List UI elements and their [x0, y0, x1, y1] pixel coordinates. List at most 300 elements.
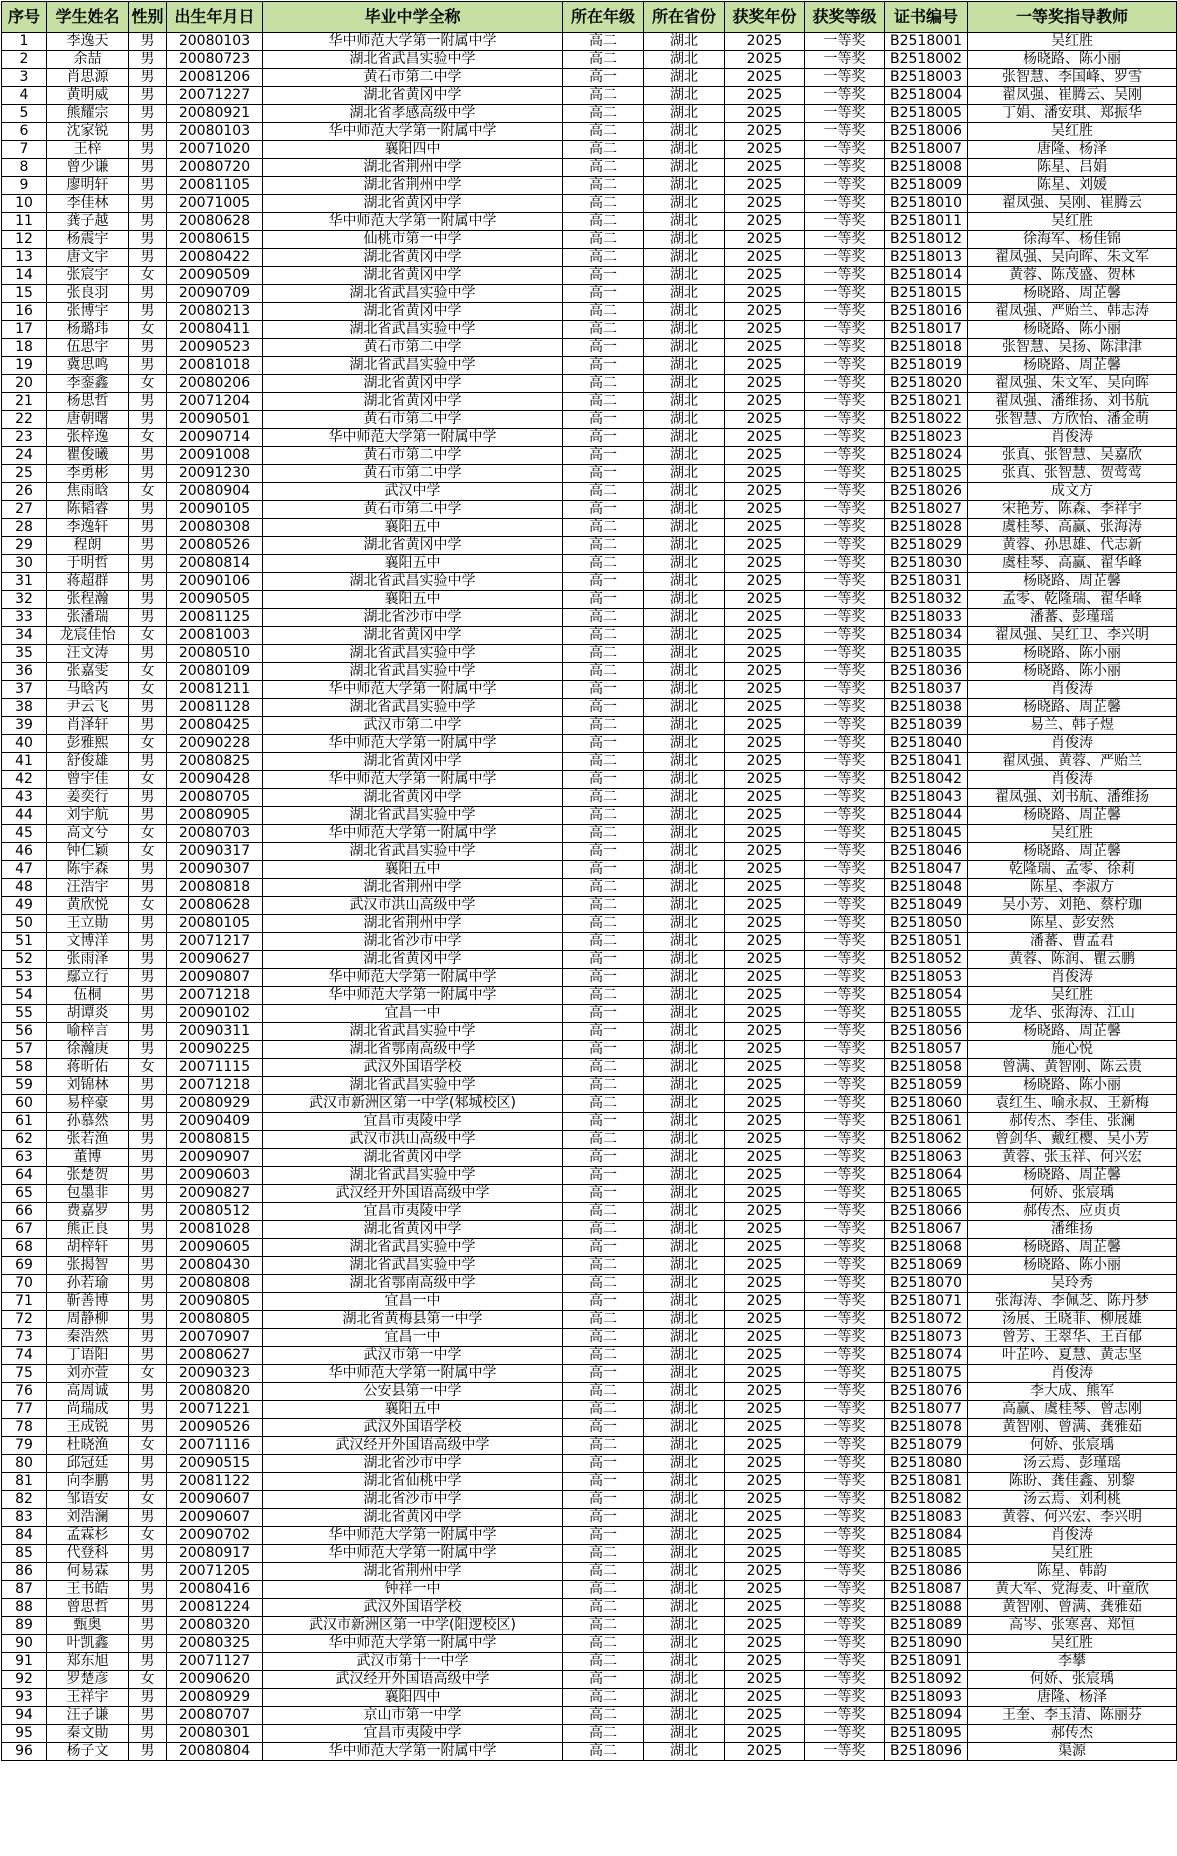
table-cell[interactable]: 一等奖 [805, 663, 885, 681]
table-cell[interactable]: 肖俊涛 [968, 969, 1177, 987]
table-cell[interactable]: 邹语安 [47, 1491, 129, 1509]
table-cell[interactable]: 高一 [563, 429, 644, 447]
table-cell[interactable]: 湖北 [644, 1203, 725, 1221]
table-cell[interactable]: 一等奖 [805, 447, 885, 465]
table-cell[interactable]: 3 [2, 69, 47, 87]
table-cell[interactable]: 2025 [725, 1725, 805, 1743]
table-cell[interactable]: 2025 [725, 1293, 805, 1311]
table-cell[interactable]: 渠源 [968, 1743, 1177, 1761]
table-cell[interactable]: 20080929 [167, 1689, 263, 1707]
table-cell[interactable]: 86 [2, 1563, 47, 1581]
table-cell[interactable]: 湖北省武昌实验中学 [263, 1239, 563, 1257]
table-cell[interactable]: 一等奖 [805, 825, 885, 843]
table-cell[interactable]: 男 [129, 1635, 167, 1653]
table-cell[interactable]: 湖北省武昌实验中学 [263, 699, 563, 717]
column-header[interactable]: 学生姓名 [47, 2, 129, 33]
table-cell[interactable]: 黄蓉、陈润、瞿云鹏 [968, 951, 1177, 969]
table-cell[interactable]: 男 [129, 357, 167, 375]
table-cell[interactable]: 一等奖 [805, 861, 885, 879]
table-cell[interactable]: 2025 [725, 843, 805, 861]
table-cell[interactable]: 2025 [725, 141, 805, 159]
table-cell[interactable]: 61 [2, 1113, 47, 1131]
table-cell[interactable]: B2518051 [885, 933, 968, 951]
table-cell[interactable]: 男 [129, 537, 167, 555]
table-cell[interactable]: B2518006 [885, 123, 968, 141]
table-cell[interactable]: 华中师范大学第一附属中学 [263, 213, 563, 231]
table-cell[interactable]: 74 [2, 1347, 47, 1365]
table-cell[interactable]: 20080723 [167, 51, 263, 69]
table-cell[interactable]: 高一 [563, 681, 644, 699]
table-cell[interactable]: 4 [2, 87, 47, 105]
table-cell[interactable]: 孙慕然 [47, 1113, 129, 1131]
table-cell[interactable]: 吴红胜 [968, 987, 1177, 1005]
table-cell[interactable]: 高二 [563, 609, 644, 627]
table-cell[interactable]: 20090105 [167, 501, 263, 519]
table-cell[interactable]: 20090515 [167, 1455, 263, 1473]
table-cell[interactable]: B2518050 [885, 915, 968, 933]
table-cell[interactable]: 王奎、李玉清、陈丽芬 [968, 1707, 1177, 1725]
table-cell[interactable]: 翟凤强、吴红卫、李兴明 [968, 627, 1177, 645]
table-cell[interactable]: 郑东旭 [47, 1653, 129, 1671]
table-cell[interactable]: 高一 [563, 969, 644, 987]
table-cell[interactable]: 湖北省武昌实验中学 [263, 357, 563, 375]
table-cell[interactable]: 武汉经开外国语高级中学 [263, 1185, 563, 1203]
table-cell[interactable]: B2518049 [885, 897, 968, 915]
table-cell[interactable]: 20090428 [167, 771, 263, 789]
table-cell[interactable]: 高二 [563, 555, 644, 573]
table-cell[interactable]: 20071020 [167, 141, 263, 159]
table-cell[interactable]: 20080615 [167, 231, 263, 249]
table-cell[interactable]: 高一 [563, 69, 644, 87]
table-cell[interactable]: 一等奖 [805, 483, 885, 501]
table-cell[interactable]: 张若渔 [47, 1131, 129, 1149]
table-cell[interactable]: 高二 [563, 897, 644, 915]
table-cell[interactable]: B2518025 [885, 465, 968, 483]
table-cell[interactable]: 湖北 [644, 1743, 725, 1761]
table-cell[interactable]: 高一 [563, 267, 644, 285]
table-cell[interactable]: B2518079 [885, 1437, 968, 1455]
table-cell[interactable]: 钟仁颖 [47, 843, 129, 861]
table-cell[interactable]: 12 [2, 231, 47, 249]
table-cell[interactable]: 杨璐玮 [47, 321, 129, 339]
table-cell[interactable]: 杨晓路、周芷馨 [968, 699, 1177, 717]
table-cell[interactable]: 华中师范大学第一附属中学 [263, 123, 563, 141]
table-cell[interactable]: 20090323 [167, 1365, 263, 1383]
table-cell[interactable]: 2025 [725, 1545, 805, 1563]
table-cell[interactable]: B2518058 [885, 1059, 968, 1077]
table-cell[interactable]: 一等奖 [805, 357, 885, 375]
table-cell[interactable]: 一等奖 [805, 1617, 885, 1635]
table-cell[interactable]: 湖北省黄冈中学 [263, 627, 563, 645]
table-cell[interactable]: 郝传杰 [968, 1725, 1177, 1743]
table-cell[interactable]: 65 [2, 1185, 47, 1203]
table-cell[interactable]: 湖北省孝感高级中学 [263, 105, 563, 123]
table-cell[interactable]: B2518071 [885, 1293, 968, 1311]
table-cell[interactable]: 20080103 [167, 123, 263, 141]
table-cell[interactable]: 高二 [563, 249, 644, 267]
table-cell[interactable]: 一等奖 [805, 411, 885, 429]
table-cell[interactable]: 2025 [725, 1671, 805, 1689]
table-cell[interactable]: 一等奖 [805, 1455, 885, 1473]
table-cell[interactable]: 2025 [725, 159, 805, 177]
table-cell[interactable]: 湖北 [644, 699, 725, 717]
table-cell[interactable]: 宜昌一中 [263, 1005, 563, 1023]
table-cell[interactable]: 一等奖 [805, 159, 885, 177]
table-cell[interactable]: 湖北 [644, 1167, 725, 1185]
table-cell[interactable]: 2025 [725, 213, 805, 231]
table-cell[interactable]: 湖北省黄冈中学 [263, 537, 563, 555]
table-cell[interactable]: 湖北省黄梅县第一中学 [263, 1311, 563, 1329]
table-cell[interactable]: 叶凯鑫 [47, 1635, 129, 1653]
table-cell[interactable]: 高二 [563, 717, 644, 735]
table-cell[interactable]: 尹云飞 [47, 699, 129, 717]
table-cell[interactable]: 高二 [563, 663, 644, 681]
table-cell[interactable]: 湖北 [644, 285, 725, 303]
table-cell[interactable]: 高二 [563, 1221, 644, 1239]
table-cell[interactable]: 20090607 [167, 1509, 263, 1527]
table-cell[interactable]: 20080815 [167, 1131, 263, 1149]
table-cell[interactable]: 高一 [563, 951, 644, 969]
table-cell[interactable]: 80 [2, 1455, 47, 1473]
column-header[interactable]: 所在年级 [563, 2, 644, 33]
table-cell[interactable]: 高二 [563, 105, 644, 123]
table-cell[interactable]: 20080512 [167, 1203, 263, 1221]
table-cell[interactable]: B2518090 [885, 1635, 968, 1653]
table-cell[interactable]: 丁娟、潘安琪、郑振华 [968, 105, 1177, 123]
table-cell[interactable]: 曾芳、王翠华、王百郁 [968, 1329, 1177, 1347]
table-cell[interactable]: 2025 [725, 1365, 805, 1383]
table-cell[interactable]: 肖俊涛 [968, 735, 1177, 753]
table-cell[interactable]: 翟凤强、严贻兰、韩志涛 [968, 303, 1177, 321]
table-cell[interactable]: 43 [2, 789, 47, 807]
table-cell[interactable]: B2518042 [885, 771, 968, 789]
table-cell[interactable]: 肖俊涛 [968, 681, 1177, 699]
table-cell[interactable]: 张良羽 [47, 285, 129, 303]
table-cell[interactable]: 20080921 [167, 105, 263, 123]
table-cell[interactable]: 高二 [563, 1707, 644, 1725]
table-cell[interactable]: 男 [129, 519, 167, 537]
column-header[interactable]: 一等奖指导教师 [968, 2, 1177, 33]
table-cell[interactable]: 高二 [563, 177, 644, 195]
table-cell[interactable]: 一等奖 [805, 591, 885, 609]
table-cell[interactable]: 宜昌一中 [263, 1329, 563, 1347]
table-cell[interactable]: 20 [2, 375, 47, 393]
table-cell[interactable]: 28 [2, 519, 47, 537]
table-cell[interactable]: 湖北 [644, 807, 725, 825]
table-cell[interactable]: 22 [2, 411, 47, 429]
table-cell[interactable]: 男 [129, 699, 167, 717]
table-cell[interactable]: 黄蓉、何兴宏、李兴明 [968, 1509, 1177, 1527]
table-cell[interactable]: 2025 [725, 375, 805, 393]
table-cell[interactable]: 襄阳四中 [263, 1689, 563, 1707]
table-cell[interactable]: 男 [129, 1329, 167, 1347]
table-cell[interactable]: 李大成、熊军 [968, 1383, 1177, 1401]
table-cell[interactable]: 陈星、吕娟 [968, 159, 1177, 177]
table-cell[interactable]: 潘蕃、彭瑾瑶 [968, 609, 1177, 627]
table-cell[interactable]: 2025 [725, 1455, 805, 1473]
table-cell[interactable]: 何娇、张宸瑀 [968, 1671, 1177, 1689]
table-cell[interactable]: 华中师范大学第一附属中学 [263, 969, 563, 987]
table-cell[interactable]: 杨晓路、陈小丽 [968, 1077, 1177, 1095]
table-cell[interactable]: 一等奖 [805, 285, 885, 303]
table-cell[interactable]: 马晗芮 [47, 681, 129, 699]
table-cell[interactable]: 曾满、黄智刚、陈云贵 [968, 1059, 1177, 1077]
table-cell[interactable]: 湖北 [644, 1347, 725, 1365]
table-cell[interactable]: 湖北省黄冈中学 [263, 87, 563, 105]
table-cell[interactable]: 周静柳 [47, 1311, 129, 1329]
table-cell[interactable]: 一等奖 [805, 645, 885, 663]
table-cell[interactable]: 女 [129, 1365, 167, 1383]
table-cell[interactable]: 虞桂琴、高赢、翟华峰 [968, 555, 1177, 573]
table-cell[interactable]: 女 [129, 321, 167, 339]
table-cell[interactable]: 高一 [563, 1455, 644, 1473]
table-cell[interactable]: 高二 [563, 1401, 644, 1419]
table-cell[interactable]: 高一 [563, 1671, 644, 1689]
table-cell[interactable]: 34 [2, 627, 47, 645]
table-cell[interactable]: 一等奖 [805, 1077, 885, 1095]
table-cell[interactable]: 2025 [725, 1113, 805, 1131]
table-cell[interactable]: B2518080 [885, 1455, 968, 1473]
table-cell[interactable]: 2025 [725, 303, 805, 321]
table-cell[interactable]: 40 [2, 735, 47, 753]
table-cell[interactable]: 一等奖 [805, 1689, 885, 1707]
table-cell[interactable]: 2025 [725, 1167, 805, 1185]
table-cell[interactable]: 25 [2, 465, 47, 483]
table-cell[interactable]: 男 [129, 1347, 167, 1365]
table-cell[interactable]: 李佳林 [47, 195, 129, 213]
table-cell[interactable]: B2518052 [885, 951, 968, 969]
table-cell[interactable]: 2025 [725, 1077, 805, 1095]
table-cell[interactable]: 高一 [563, 1293, 644, 1311]
table-cell[interactable]: B2518043 [885, 789, 968, 807]
table-cell[interactable]: 湖北 [644, 681, 725, 699]
table-cell[interactable]: 张真、张智慧、贺莺莺 [968, 465, 1177, 483]
table-cell[interactable]: 男 [129, 1293, 167, 1311]
table-cell[interactable]: 湖北 [644, 1041, 725, 1059]
table-cell[interactable]: 20081224 [167, 1599, 263, 1617]
table-cell[interactable]: 20080804 [167, 1743, 263, 1761]
table-cell[interactable]: 湖北 [644, 1095, 725, 1113]
table-cell[interactable]: B2518014 [885, 267, 968, 285]
table-cell[interactable]: 廖明轩 [47, 177, 129, 195]
table-cell[interactable]: 高二 [563, 1077, 644, 1095]
table-cell[interactable]: 男 [129, 1419, 167, 1437]
table-cell[interactable]: 武汉市第十一中学 [263, 1653, 563, 1671]
table-cell[interactable]: 华中师范大学第一附属中学 [263, 681, 563, 699]
table-cell[interactable]: 襄阳五中 [263, 591, 563, 609]
table-cell[interactable]: 湖北 [644, 1113, 725, 1131]
table-cell[interactable]: 黄智刚、曾满、龚雅茹 [968, 1599, 1177, 1617]
table-cell[interactable]: 21 [2, 393, 47, 411]
table-cell[interactable]: 男 [129, 1275, 167, 1293]
table-cell[interactable]: 20071205 [167, 1563, 263, 1581]
table-cell[interactable]: 2025 [725, 645, 805, 663]
table-cell[interactable]: 男 [129, 465, 167, 483]
table-cell[interactable]: 武汉市第一中学 [263, 1347, 563, 1365]
table-cell[interactable]: 女 [129, 1437, 167, 1455]
table-cell[interactable]: 湖北 [644, 1689, 725, 1707]
table-cell[interactable]: 胡梓轩 [47, 1239, 129, 1257]
table-cell[interactable]: 男 [129, 951, 167, 969]
table-cell[interactable]: 曾剑华、戴红樱、吴小芳 [968, 1131, 1177, 1149]
table-cell[interactable]: 武汉市新洲区第一中学(阳逻校区) [263, 1617, 563, 1635]
table-cell[interactable]: 张楚贺 [47, 1167, 129, 1185]
table-cell[interactable]: 唐文宇 [47, 249, 129, 267]
table-cell[interactable]: 20090311 [167, 1023, 263, 1041]
table-cell[interactable]: 高二 [563, 1275, 644, 1293]
table-cell[interactable]: 一等奖 [805, 771, 885, 789]
table-cell[interactable]: B2518018 [885, 339, 968, 357]
table-cell[interactable]: 伍思宇 [47, 339, 129, 357]
table-cell[interactable]: 李攀 [968, 1653, 1177, 1671]
table-cell[interactable]: 高二 [563, 1545, 644, 1563]
table-cell[interactable]: 高二 [563, 1743, 644, 1761]
table-cell[interactable]: 男 [129, 1689, 167, 1707]
table-cell[interactable]: 蒋超群 [47, 573, 129, 591]
table-cell[interactable]: 20080308 [167, 519, 263, 537]
table-cell[interactable]: B2518026 [885, 483, 968, 501]
table-cell[interactable]: 肖俊涛 [968, 1365, 1177, 1383]
table-cell[interactable]: 20080416 [167, 1581, 263, 1599]
table-cell[interactable]: 彭雅熙 [47, 735, 129, 753]
table-cell[interactable]: 男 [129, 645, 167, 663]
table-cell[interactable]: 女 [129, 663, 167, 681]
table-cell[interactable]: 2025 [725, 1221, 805, 1239]
table-cell[interactable]: 男 [129, 303, 167, 321]
table-cell[interactable]: 陈宇森 [47, 861, 129, 879]
table-cell[interactable]: 20080320 [167, 1617, 263, 1635]
table-cell[interactable]: 吴红胜 [968, 1545, 1177, 1563]
table-cell[interactable]: 20080805 [167, 1311, 263, 1329]
table-cell[interactable]: 湖北 [644, 1005, 725, 1023]
table-cell[interactable]: 70 [2, 1275, 47, 1293]
table-cell[interactable]: 湖北 [644, 1437, 725, 1455]
table-cell[interactable]: 湖北省荆州中学 [263, 915, 563, 933]
table-cell[interactable]: 20080814 [167, 555, 263, 573]
table-cell[interactable]: 81 [2, 1473, 47, 1491]
table-cell[interactable]: 王书皓 [47, 1581, 129, 1599]
table-cell[interactable]: 2025 [725, 1563, 805, 1581]
table-cell[interactable]: B2518028 [885, 519, 968, 537]
table-cell[interactable]: 文博洋 [47, 933, 129, 951]
table-cell[interactable]: 施心悦 [968, 1041, 1177, 1059]
table-cell[interactable]: 仙桃市第一中学 [263, 231, 563, 249]
table-cell[interactable]: 2 [2, 51, 47, 69]
table-cell[interactable]: 20090605 [167, 1239, 263, 1257]
table-cell[interactable]: 82 [2, 1491, 47, 1509]
table-cell[interactable]: 高二 [563, 1257, 644, 1275]
table-cell[interactable]: 2025 [725, 123, 805, 141]
table-cell[interactable]: 一等奖 [805, 105, 885, 123]
table-cell[interactable]: 32 [2, 591, 47, 609]
table-cell[interactable]: 20080510 [167, 645, 263, 663]
table-cell[interactable]: 高二 [563, 879, 644, 897]
table-cell[interactable]: 2025 [725, 51, 805, 69]
table-cell[interactable]: 湖北 [644, 1077, 725, 1095]
table-cell[interactable]: 杨子文 [47, 1743, 129, 1761]
table-cell[interactable]: 男 [129, 195, 167, 213]
table-cell[interactable]: 2025 [725, 807, 805, 825]
table-cell[interactable]: 湖北 [644, 1617, 725, 1635]
table-cell[interactable]: 高二 [563, 159, 644, 177]
table-cell[interactable]: 余喆 [47, 51, 129, 69]
table-cell[interactable]: 焦雨晗 [47, 483, 129, 501]
table-cell[interactable]: 黄大军、党海麦、叶童欣 [968, 1581, 1177, 1599]
table-cell[interactable]: 男 [129, 1149, 167, 1167]
table-cell[interactable]: 55 [2, 1005, 47, 1023]
table-cell[interactable]: 高二 [563, 483, 644, 501]
table-cell[interactable]: 20080707 [167, 1707, 263, 1725]
table-cell[interactable]: B2518081 [885, 1473, 968, 1491]
table-cell[interactable]: 71 [2, 1293, 47, 1311]
table-cell[interactable]: 杜晓渔 [47, 1437, 129, 1455]
table-cell[interactable]: 41 [2, 753, 47, 771]
table-cell[interactable]: 53 [2, 969, 47, 987]
table-cell[interactable]: 一等奖 [805, 1491, 885, 1509]
table-cell[interactable]: 一等奖 [805, 1059, 885, 1077]
table-cell[interactable]: 男 [129, 501, 167, 519]
table-cell[interactable]: 一等奖 [805, 789, 885, 807]
table-cell[interactable]: 男 [129, 339, 167, 357]
table-cell[interactable]: 高二 [563, 87, 644, 105]
table-cell[interactable]: 黄明威 [47, 87, 129, 105]
table-cell[interactable]: 男 [129, 1131, 167, 1149]
table-cell[interactable]: 女 [129, 681, 167, 699]
table-cell[interactable]: 武汉市洪山高级中学 [263, 1131, 563, 1149]
table-cell[interactable]: 吴红胜 [968, 1635, 1177, 1653]
table-cell[interactable]: 女 [129, 375, 167, 393]
table-cell[interactable]: 20070907 [167, 1329, 263, 1347]
table-cell[interactable]: 张宸宇 [47, 267, 129, 285]
table-cell[interactable]: 2025 [725, 1347, 805, 1365]
table-cell[interactable]: 男 [129, 573, 167, 591]
table-cell[interactable]: 78 [2, 1419, 47, 1437]
table-cell[interactable]: 湖北 [644, 249, 725, 267]
table-cell[interactable]: 杨晓路、周芷馨 [968, 1023, 1177, 1041]
table-cell[interactable]: B2518041 [885, 753, 968, 771]
table-cell[interactable]: 24 [2, 447, 47, 465]
table-cell[interactable]: 男 [129, 1617, 167, 1635]
table-cell[interactable]: 男 [129, 1239, 167, 1257]
table-cell[interactable]: 一等奖 [805, 1545, 885, 1563]
table-cell[interactable]: 湖北 [644, 897, 725, 915]
table-cell[interactable]: 丁语阳 [47, 1347, 129, 1365]
table-cell[interactable]: 男 [129, 51, 167, 69]
table-cell[interactable]: 刘宇航 [47, 807, 129, 825]
table-cell[interactable]: 2025 [725, 1095, 805, 1113]
table-cell[interactable]: 2025 [725, 969, 805, 987]
table-cell[interactable]: B2518063 [885, 1149, 968, 1167]
table-cell[interactable]: 陈星、刘媛 [968, 177, 1177, 195]
table-cell[interactable]: 湖北 [644, 105, 725, 123]
table-cell[interactable]: B2518059 [885, 1077, 968, 1095]
table-cell[interactable]: 2025 [725, 1599, 805, 1617]
table-cell[interactable]: 高二 [563, 807, 644, 825]
table-cell[interactable]: 一等奖 [805, 1599, 885, 1617]
table-cell[interactable]: 20090807 [167, 969, 263, 987]
table-cell[interactable]: 20090526 [167, 1419, 263, 1437]
table-cell[interactable]: 湖北 [644, 537, 725, 555]
table-cell[interactable]: 湖北 [644, 1545, 725, 1563]
table-cell[interactable]: B2518091 [885, 1653, 968, 1671]
table-cell[interactable]: 唐隆、杨泽 [968, 141, 1177, 159]
table-cell[interactable]: 一等奖 [805, 1581, 885, 1599]
table-cell[interactable]: 20080818 [167, 879, 263, 897]
table-cell[interactable]: 喻梓言 [47, 1023, 129, 1041]
table-cell[interactable]: 湖北 [644, 591, 725, 609]
table-cell[interactable]: 湖北省武昌实验中学 [263, 285, 563, 303]
table-cell[interactable]: 2025 [725, 897, 805, 915]
